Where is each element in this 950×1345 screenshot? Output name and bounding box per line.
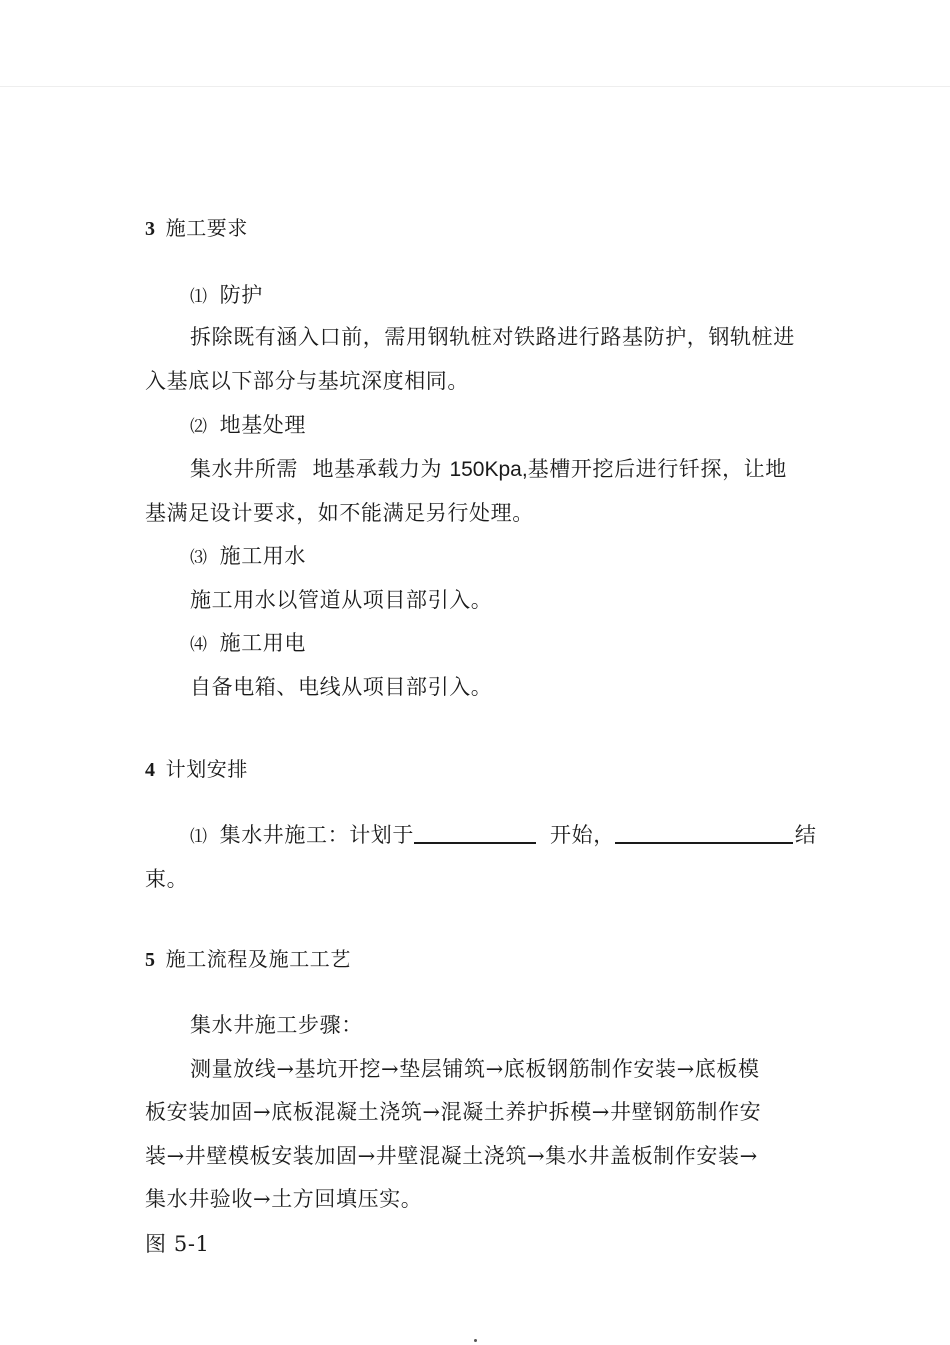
section-title: 计划安排: [165, 757, 249, 781]
item-number: ⑷: [190, 635, 208, 655]
process-steps-line: 板安装加固→底板混凝土浇筑→混凝土养护拆模→井壁钢筋制作安: [145, 1100, 762, 1124]
paragraph-line: 自备电箱、电线从项目部引入。: [190, 675, 493, 699]
item-title: 地基处理: [219, 413, 307, 437]
item-water-heading: [190, 541, 306, 573]
steps-label: 集水井施工步骤：: [190, 1013, 363, 1037]
process-steps-line: 测量放线→基坑开挖→垫层铺筑→底板钢筋制作安装→底板模: [190, 1057, 760, 1081]
paragraph-line: 基满足设计要求，如不能满足另行处理。: [145, 501, 534, 525]
item-number: ⑵: [190, 417, 208, 437]
section-title: 施工要求: [165, 216, 249, 240]
section-4-heading: [145, 754, 248, 785]
text-run: 结: [794, 823, 817, 847]
section-3-heading: [145, 213, 248, 244]
item-number: ⑴: [190, 827, 208, 847]
process-steps-line: 集水井验收→土方回填压实。: [145, 1187, 423, 1211]
page-mark: [474, 1339, 477, 1342]
header-divider: [0, 86, 950, 87]
paragraph-line: 施工用水以管道从项目部引入。: [190, 588, 493, 612]
paragraph-line: 拆除既有涵入口前，需用钢轨桩对铁路进行路基防护，钢轨桩进: [190, 325, 795, 349]
item-number: ⑶: [190, 548, 208, 568]
text-run: 集水井施工：计划于: [219, 823, 415, 847]
start-date-blank: [414, 820, 536, 844]
paragraph-line: [190, 454, 787, 485]
item-protection-heading: [190, 280, 263, 312]
item-title: 施工用电: [219, 631, 307, 655]
section-number: 4: [145, 759, 156, 781]
text-run: 开始，: [550, 823, 615, 847]
text-run: 集水井所需 地基承载力为: [190, 457, 450, 481]
section-5-heading: [145, 944, 351, 975]
item-foundation-heading: [190, 410, 306, 442]
section-number: 5: [145, 949, 156, 971]
section-title: 施工流程及施工工艺: [165, 947, 352, 971]
paragraph-line: 束。: [145, 867, 189, 891]
item-title: 防护: [219, 283, 263, 307]
paragraph-line: 入基底以下部分与基坑深度相同。: [145, 369, 469, 393]
item-title: 施工用水: [219, 544, 307, 568]
process-steps-line: 装→井壁模板安装加固→井壁混凝土浇筑→集水井盖板制作安装→: [145, 1144, 758, 1168]
item-power-heading: [190, 628, 306, 660]
text-run: 基槽开挖后进行钎探，让地: [527, 457, 787, 481]
end-date-blank: [615, 820, 793, 844]
item-number: ⑴: [190, 287, 208, 307]
section-number: 3: [145, 218, 156, 240]
schedule-line: [190, 820, 816, 852]
figure-label: 图 5-1: [145, 1232, 210, 1256]
bearing-capacity-value: 150Kpa,: [449, 458, 528, 481]
